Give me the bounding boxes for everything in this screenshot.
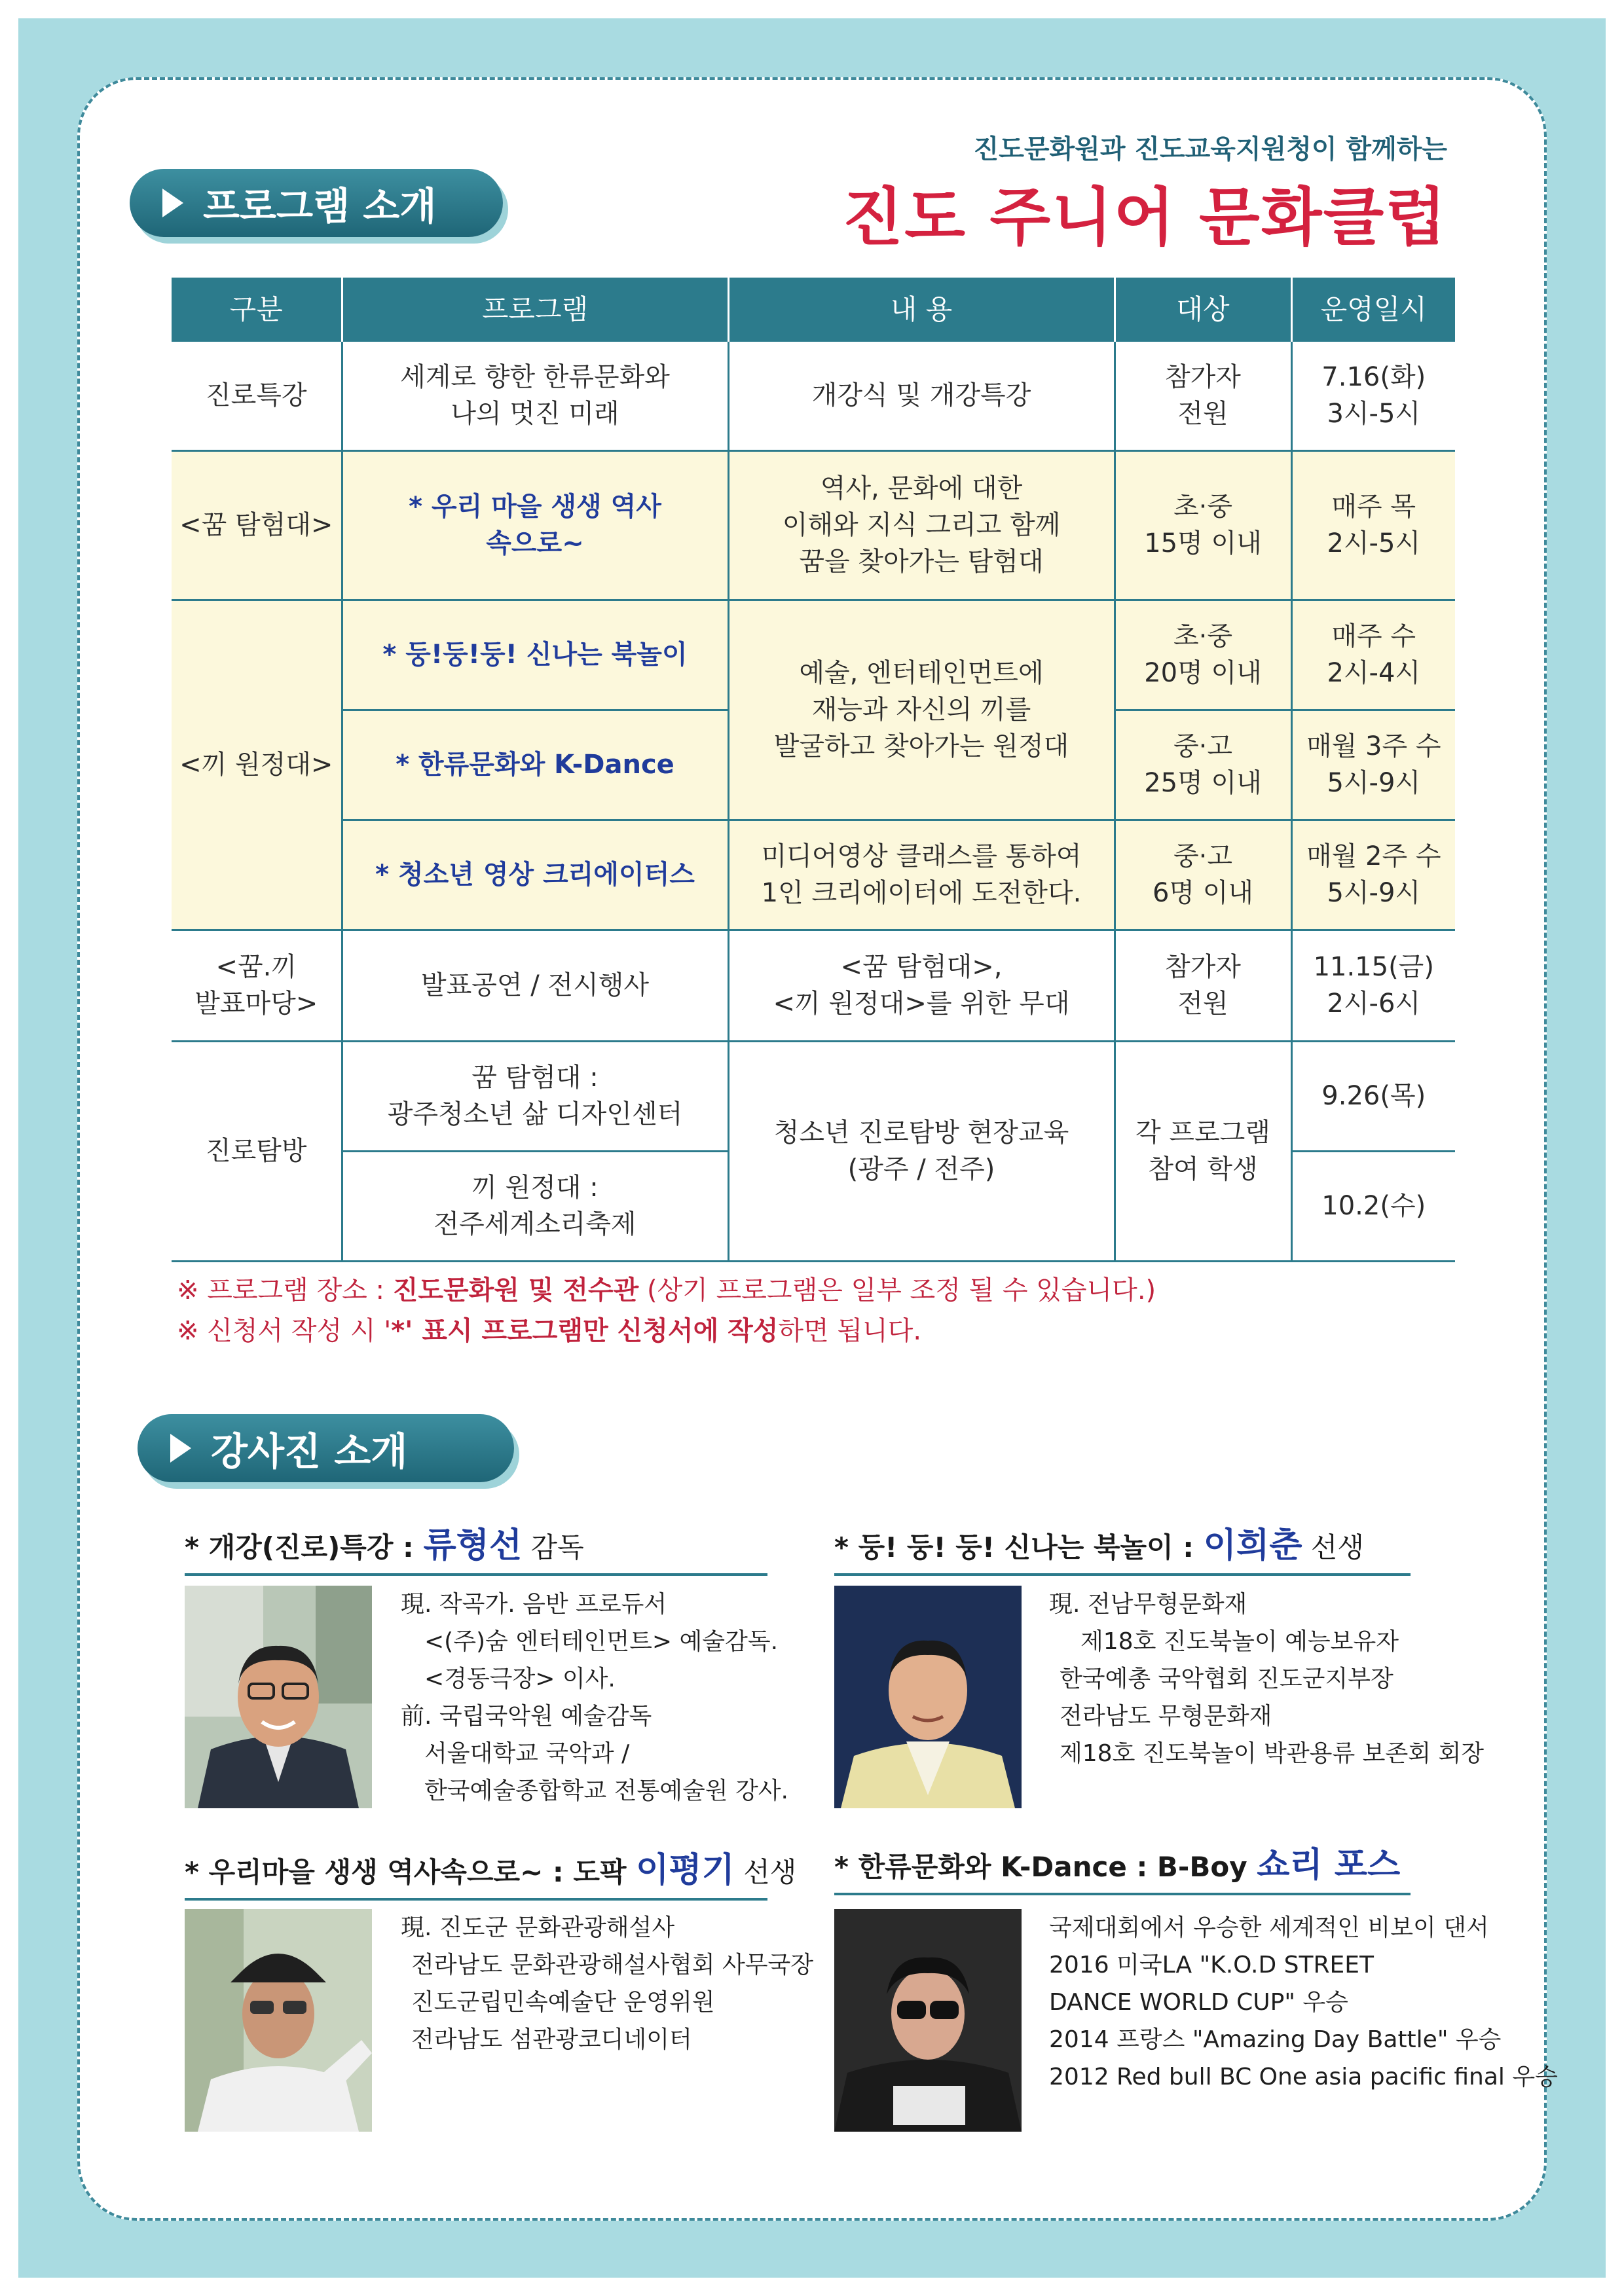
subtitle: 진도문화원과 진도교육지원청이 함께하는 [973, 134, 1447, 164]
header-content: 내 용 [728, 278, 1115, 342]
note-application: ※ 신청서 작성 시 '*' 표시 프로그램만 신청서에 작성하면 됩니다. [177, 1316, 922, 1346]
table-row [172, 600, 1455, 710]
cell-content: 미디어영상 클래스를 통하여 1인 크리에이터에 도전한다. [728, 820, 1115, 930]
table-row [172, 820, 1455, 930]
cell-schedule: 매주 목 2시-5시 [1291, 450, 1455, 600]
cell-schedule: 9.26(목) [1291, 1041, 1455, 1151]
instructor-bio: 現. 전남무형문화재 제18호 진도북놀이 예능보유자 한국예총 국악협회 진도군지부장 전라남도 무형문화재 제18호 진도북놀이 박관용류 보존회 회장 [1049, 1591, 1484, 1767]
instructor-bio: 現. 작곡가. 음반 프로듀서 <(주)숨 엔터테인먼트> 예술감독. <경동극장> 이사. 前. 국립국악원 예술감독 서울대학교 국악과 / 한국예술종합학교 전통예술원 강사. [401, 1591, 788, 1804]
cell-category: <끼 원정대> [172, 600, 342, 930]
instructor-heading: * 우리마을 생생 역사속으로~ : 도팍 이평기 선생 [185, 1842, 767, 1901]
cell-content: 개강식 및 개강특강 [728, 342, 1115, 450]
cell-category: <꿈 탐험대> [172, 450, 342, 600]
section-program-header [130, 169, 503, 237]
cell-content: 청소년 진로탐방 현장교육 (광주 / 전주) [728, 1041, 1115, 1261]
section-instructors-header [138, 1414, 514, 1482]
cell-program: 세계로 향한 한류문화와 나의 멋진 미래 [342, 342, 728, 450]
cell-target: 초·중 20명 이내 [1115, 600, 1291, 710]
header-schedule: 운영일시 [1291, 278, 1455, 342]
instructor-heading: * 개강(진로)특강 : 류형선 감독 [185, 1518, 767, 1576]
table-row [172, 930, 1455, 1041]
cell-schedule: 10.2(수) [1291, 1151, 1455, 1261]
header-program: 프로그램 [342, 278, 728, 342]
table-row [172, 342, 1455, 450]
table-row [172, 1041, 1455, 1151]
header-category: 구분 [172, 278, 342, 342]
cell-schedule: 매월 2주 수 5시-9시 [1291, 820, 1455, 930]
cell-target: 초·중 15명 이내 [1115, 450, 1291, 600]
page-title: 진도 주니어 문화클럽 [842, 181, 1447, 254]
cell-program: 발표공연 / 전시행사 [342, 930, 728, 1041]
section-instructors-label: 강사진 소개 [211, 1429, 408, 1474]
play-arrow-icon [162, 189, 183, 217]
instructor-photo [834, 1586, 1022, 1808]
cell-target: 각 프로그램 참여 학생 [1115, 1041, 1291, 1261]
instructor-heading: * 둥! 둥! 둥! 신나는 북놀이 : 이희춘 선생 [834, 1518, 1411, 1576]
cell-schedule: 11.15(금) 2시-6시 [1291, 930, 1455, 1041]
program-table [172, 278, 1455, 1262]
notes [177, 1270, 1156, 1351]
cell-category: 진로특강 [172, 342, 342, 450]
table-row [172, 450, 1455, 600]
cell-schedule: 매주 수 2시-4시 [1291, 600, 1455, 710]
cell-target: 중·고 6명 이내 [1115, 820, 1291, 930]
instructor-photo [185, 1586, 372, 1808]
cell-schedule: 7.16(화) 3시-5시 [1291, 342, 1455, 450]
cell-content: <꿈 탐험대>, <끼 원정대>를 위한 무대 [728, 930, 1115, 1041]
table-header-row [172, 278, 1455, 342]
instructor-photo [834, 1909, 1022, 2132]
instructor-photo [185, 1909, 372, 2132]
cell-program: * 둥!둥!둥! 신나는 북놀이 [342, 600, 728, 710]
cell-program: * 청소년 영상 크리에이터스 [342, 820, 728, 930]
cell-content: 역사, 문화에 대한 이해와 지식 그리고 함께 꿈을 찾아가는 탐험대 [728, 450, 1115, 600]
cell-target: 참가자 전원 [1115, 342, 1291, 450]
cell-program: 끼 원정대 : 전주세계소리축제 [342, 1151, 728, 1261]
play-arrow-icon [170, 1434, 191, 1463]
instructor-bio: 국제대회에서 우승한 세계적인 비보이 댄서 2016 미국LA "K.O.D STREET DANCE WORLD CUP" 우승 2014 프랑스 "Amazing Day Battle" 우승 2012 Red bull BC One asia pacific final 우승 [1049, 1914, 1558, 2090]
cell-category: 진로탐방 [172, 1041, 342, 1261]
section-program-label: 프로그램 소개 [203, 184, 437, 228]
cell-target: 중·고 25명 이내 [1115, 710, 1291, 820]
cell-target: 참가자 전원 [1115, 930, 1291, 1041]
header-target: 대상 [1115, 278, 1291, 342]
cell-category: <꿈.끼 발표마당> [172, 930, 342, 1041]
cell-program: * 한류문화와 K-Dance [342, 710, 728, 820]
cell-program: * 우리 마을 생생 역사 속으로~ [342, 450, 728, 600]
instructor-heading: * 한류문화와 K-Dance : B-Boy 쇼리 포스 [834, 1837, 1411, 1895]
note-location: ※ 프로그램 장소 : 진도문화원 및 전수관 (상기 프로그램은 일부 조정 될 수 있습니다.) [177, 1275, 1156, 1305]
instructor-bio: 現. 진도군 문화관광해설사 전라남도 문화관광해설사협회 사무국장 진도군립민속예술단 운영위원 전라남도 섬관광코디네이터 [401, 1914, 814, 2053]
cell-program: 꿈 탐험대 : 광주청소년 삶 디자인센터 [342, 1041, 728, 1151]
cell-content: 예술, 엔터테인먼트에 재능과 자신의 끼를 발굴하고 찾아가는 원정대 [728, 600, 1115, 820]
cell-schedule: 매월 3주 수 5시-9시 [1291, 710, 1455, 820]
